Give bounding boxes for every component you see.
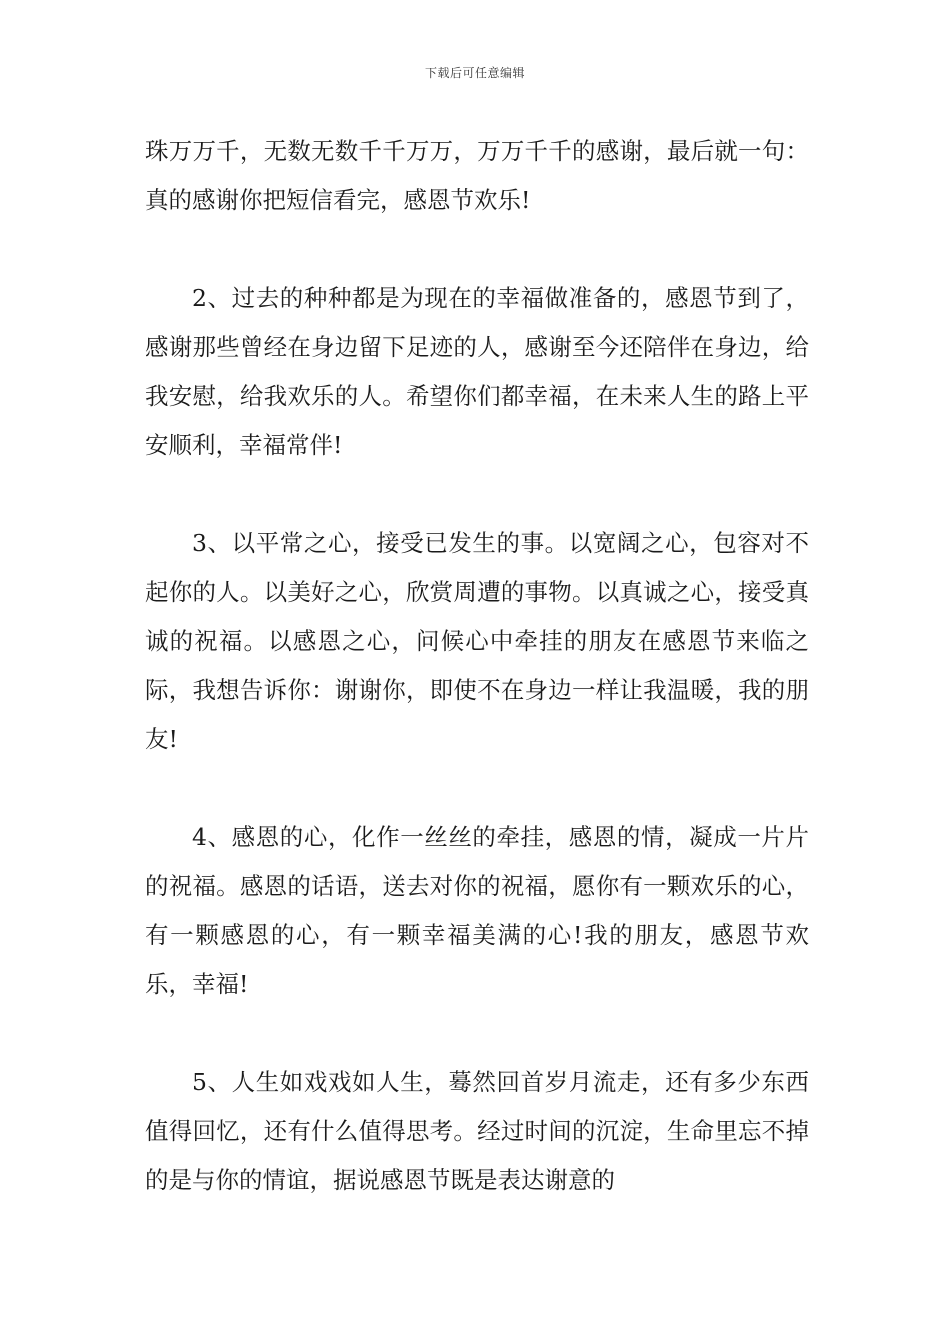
- page-header: 下载后可任意编辑: [424, 66, 525, 80]
- paragraph-continuation: 珠万万千，无数无数千千万万，万万千千的感谢，最后就一句：真的感谢你把短信看完，感恩节欢乐!: [145, 137, 809, 214]
- paragraph-item-5: 5、人生如戏戏如人生，蓦然回首岁月流走，还有多少东西值得回忆，还有什么值得思考。经过时间的沉淀，生命里忘不掉的是与你的情谊，据说感恩节既是表达谢意的: [145, 1068, 809, 1194]
- paragraph-item-3: 3、以平常之心，接受已发生的事。以宽阔之心，包容对不起你的人。以美好之心，欣赏周遭的事物。以真诚之心，接受真诚的祝福。以感恩之心，问候心中牵挂的朋友在感恩节来临之际，我想告诉你：谢谢你，即使不在身边一样让我温暖，我的朋友!: [145, 529, 809, 753]
- paragraph-item-4: 4、感恩的心，化作一丝丝的牵挂，感恩的情，凝成一片片的祝福。感恩的话语，送去对你的祝福，愿你有一颗欢乐的心，有一颗感恩的心，有一颗幸福美满的心!我的朋友，感恩节欢乐，幸福!: [145, 823, 809, 998]
- document-body: [145, 127, 809, 1205]
- paragraph-item-2: 2、过去的种种都是为现在的幸福做准备的，感恩节到了，感谢那些曾经在身边留下足迹的人，感谢至今还陪伴在身边，给我安慰，给我欢乐的人。希望你们都幸福，在未来人生的路上平安顺利，幸福常伴!: [145, 284, 809, 459]
